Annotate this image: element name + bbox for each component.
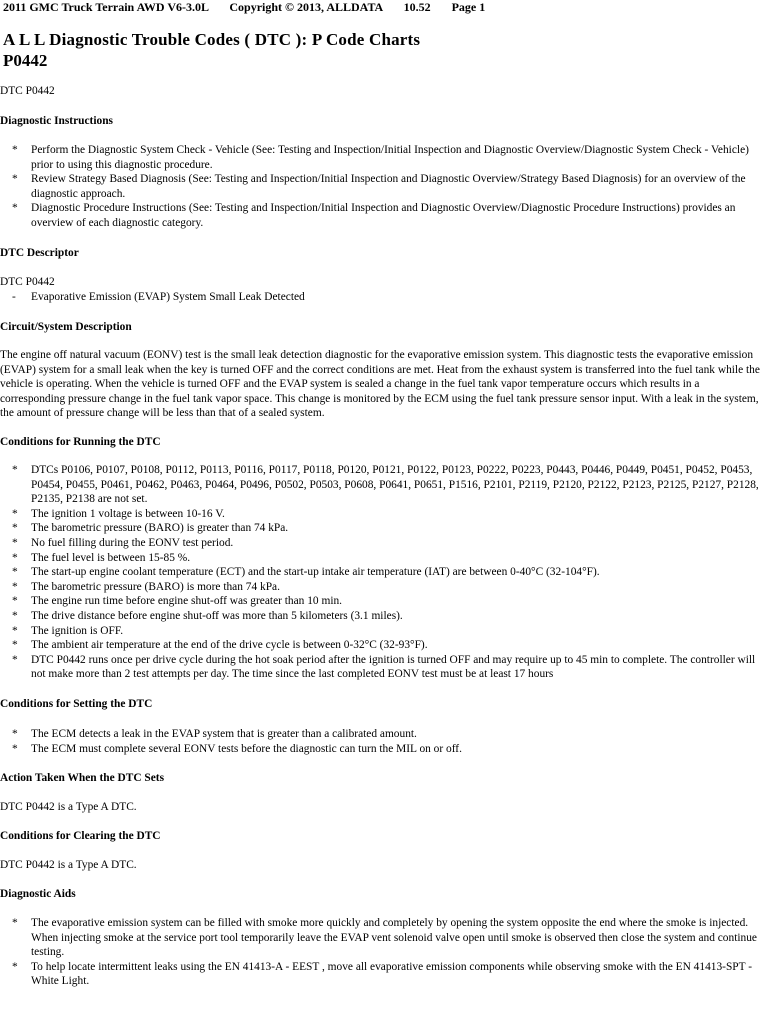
list-item: * Diagnostic Procedure Instructions (See: Testing and Inspection/Initial Inspection and Diagnostic Overview/Diagnostic Procedure Instructions) provides an overview of each diagnostic category. <box>12 202 736 229</box>
action-taken-text: DTC P0442 is a Type A DTC. <box>0 801 137 813</box>
circuit-description-text: The engine off natural vacuum (EONV) test is the small leak detection diagnostic for the evaporative emission system. This diagnostic tests the evaporative emission (EVAP) system for a small leak when the key is turned OFF and the correct conditions are met. Heat from the exhaust system is transferred into the fuel tank while the vehicle is operating. When the vehicle is turned OFF and the EVAP system is sealed a change in the fuel tank vapor temperature occurs which results in a corresponding pressure change in the fuel tank vapor space. This change is monitored by the ECM using the fuel tank pressure sensor input. With a leak in the system, the amount of pressure change will be less than that of a sealed system. <box>0 349 760 420</box>
list-item: * The drive distance before engine shut-off was more than 5 kilometers (3.1 miles). <box>12 609 403 622</box>
bullet-marker: * <box>12 173 18 186</box>
list-item: * The ignition 1 voltage is between 10-16 V. <box>12 507 225 520</box>
conditions-setting-heading: Conditions for Setting the DTC <box>0 698 153 710</box>
diagnostic-aids-list <box>0 916 764 989</box>
list-item: * The ECM must complete several EONV tests before the diagnostic can turn the MIL on or off. <box>12 742 462 755</box>
conditions-running-heading: Conditions for Running the DTC <box>0 436 161 448</box>
page-subtitle-code: P0442 <box>3 51 48 70</box>
list-item: * The fuel level is between 15-85 %. <box>12 551 191 564</box>
list-item: * Review Strategy Based Diagnosis (See: Testing and Inspection/Initial Inspection and Diagnostic Overview/Strategy Based Diagnosis) for an overview of the diagnostic approach. <box>12 173 746 200</box>
dtc-descriptor-text: Evaporative Emission (EVAP) System Small Leak Detected <box>31 291 305 303</box>
dtc-descriptor-code: DTC P0442 <box>0 276 55 288</box>
conditions-running-list <box>0 463 764 682</box>
dtc-label: DTC P0442 <box>0 85 55 97</box>
dash-marker: - <box>12 291 16 303</box>
bullet-marker: * <box>12 144 18 156</box>
action-taken-heading: Action Taken When the DTC Sets <box>0 772 165 784</box>
list-item: * DTC P0442 runs once per drive cycle during the hot soak period after the ignition is turned OFF and may require up to 45 min to complete. The controller will not make more than 2 test attempts per day. The time since the last completed EONV test must be at least 17 hours <box>12 653 756 681</box>
list-item: * Perform the Diagnostic System Check - Vehicle (See: Testing and Inspection/Initial Inspection and Diagnostic Overview/Diagnostic System Check - Vehicle) prior to using this diagnostic procedure. <box>12 144 749 171</box>
header-copyright: Copyright © 2013, ALLDATA <box>229 0 383 14</box>
bullet-marker: * <box>12 202 18 215</box>
diagnostic-instructions-list <box>0 143 764 231</box>
page-title: A L L Diagnostic Trouble Codes ( DTC ): P Code Charts <box>3 30 421 49</box>
list-item: * The barometric pressure (BARO) is more than 74 kPa. <box>12 580 280 593</box>
diagnostic-aids-heading: Diagnostic Aids <box>0 888 76 900</box>
conditions-setting-list <box>0 727 764 756</box>
list-item: * DTCs P0106, P0107, P0108, P0112, P0113, P0116, P0117, P0118, P0120, P0121, P0122, P0123, P0222, P0223, P0443, P0446, P0449, P0451, P0452, P0453, P0454, P0455, P0461, P0462, P0463, P0464, P0496, P0502, P0503, P0608, P0641, P0651, P1516, P2101, P2119, P2120, P2122, P2123, P2125, P2127, P2128, P2135, P2138 are not set. <box>12 464 759 506</box>
conditions-clearing-heading: Conditions for Clearing the DTC <box>0 830 161 842</box>
dtc-descriptor-heading: DTC Descriptor <box>0 247 79 259</box>
list-item: * The barometric pressure (BARO) is greater than 74 kPa. <box>12 522 289 535</box>
list-item: * The evaporative emission system can be filled with smoke more quickly and completely by opening the system opposite the end where the smoke is injected. When injecting smoke at the service port tool temporarily leave the EVAP vent solenoid valve open until smoke is observed then close the system and continue testing. <box>12 917 757 959</box>
list-item: * No fuel filling during the EONV test period. <box>12 536 234 549</box>
header-vehicle: 2011 GMC Truck Terrain AWD V6-3.0L <box>3 0 209 14</box>
conditions-clearing-text: DTC P0442 is a Type A DTC. <box>0 859 137 871</box>
list-item: * The start-up engine coolant temperature (ECT) and the start-up intake air temperature (IAT) are between 0-40°C (32-104°F). <box>12 566 600 579</box>
circuit-description-heading: Circuit/System Description <box>0 321 132 333</box>
list-item: * The ECM detects a leak in the EVAP system that is greater than a calibrated amount. <box>12 728 417 740</box>
dtc-descriptor-row <box>0 290 764 305</box>
list-item: * The ignition is OFF. <box>12 624 124 637</box>
diagnostic-instructions-heading: Diagnostic Instructions <box>0 115 113 127</box>
list-item: * The engine run time before engine shut-off was greater than 10 min. <box>12 595 343 608</box>
page-header <box>3 0 485 15</box>
list-item: * To help locate intermittent leaks using the EN 41413-A - EEST , move all evaporative emission components while observing smoke with the EN 41413-SPT - White Light. <box>12 960 753 988</box>
list-item: * The ambient air temperature at the end of the drive cycle is between 0-32°C (32-93°F). <box>12 639 428 652</box>
header-version: 10.52 <box>403 0 431 14</box>
header-page: Page 1 <box>451 0 486 14</box>
